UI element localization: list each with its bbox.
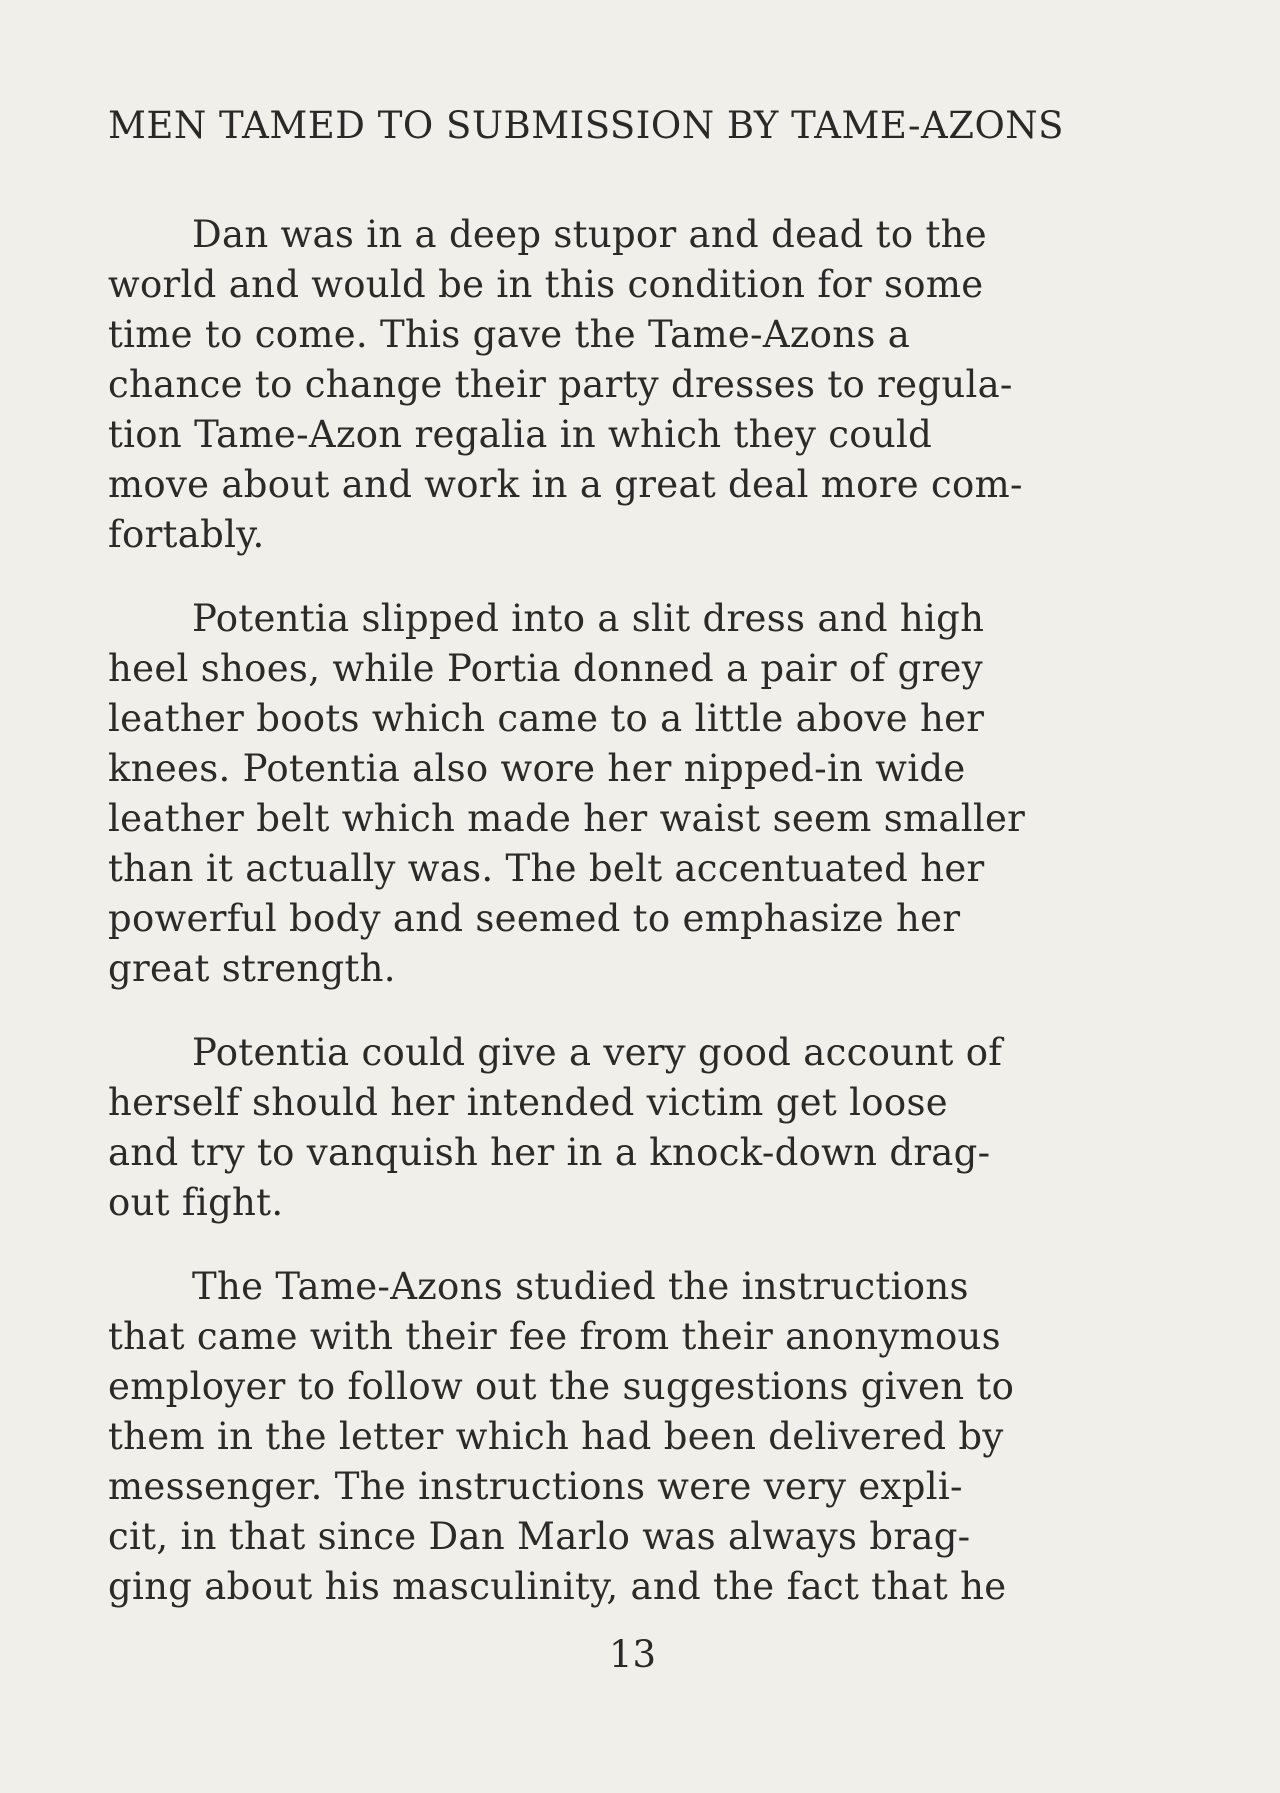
text-line: them in the letter which had been delivered by: [108, 1415, 1004, 1458]
text-line: that came with their fee from their anonymous: [108, 1315, 1001, 1358]
running-head: MEN TAMED TO SUBMISSION BY TAME-AZONS: [108, 104, 1065, 147]
text-line: out fight.: [108, 1181, 284, 1224]
text-line: powerful body and seemed to emphasize her: [108, 897, 961, 940]
text-line: leather boots which came to a little above her: [108, 697, 985, 740]
text-line: great strength.: [108, 947, 396, 990]
paragraph-2: [108, 594, 1172, 994]
text-line: and try to vanquish her in a knock-down drag-: [108, 1131, 991, 1174]
text-line: knees. Potentia also wore her nipped-in wide: [108, 747, 966, 790]
text-line: heel shoes, while Portia donned a pair of grey: [108, 647, 983, 690]
paragraph-1: [108, 210, 1172, 560]
text-line: cit, in that since Dan Marlo was always brag-: [108, 1515, 971, 1558]
text-line: Potentia could give a very good account of: [192, 1031, 1003, 1074]
text-line: chance to change their party dresses to regula-: [108, 363, 1013, 406]
text-line: herself should her intended victim get loose: [108, 1081, 948, 1124]
page-number: 13: [608, 1633, 657, 1676]
text-line: world and would be in this condition for some: [108, 263, 984, 306]
text-line: leather belt which made her waist seem smaller: [108, 797, 1026, 840]
paragraph-4: [108, 1262, 1172, 1612]
body-text: [108, 210, 1172, 1646]
text-line: The Tame-Azons studied the instructions: [192, 1265, 969, 1308]
text-line: fortably.: [108, 513, 265, 556]
text-line: Potentia slipped into a slit dress and high: [192, 597, 985, 640]
text-line: employer to follow out the suggestions given to: [108, 1365, 1015, 1408]
text-line: Dan was in a deep stupor and dead to the: [192, 213, 987, 256]
text-line: messenger. The instructions were very expli-: [108, 1465, 963, 1508]
text-line: move about and work in a great deal more com-: [108, 463, 1023, 506]
text-line: than it actually was. The belt accentuated her: [108, 847, 985, 890]
text-line: time to come. This gave the Tame-Azons a: [108, 313, 911, 356]
paragraph-3: [108, 1028, 1172, 1228]
text-line: tion Tame-Azon regalia in which they could: [108, 413, 933, 456]
text-line: ging about his masculinity, and the fact that he: [108, 1565, 1007, 1608]
